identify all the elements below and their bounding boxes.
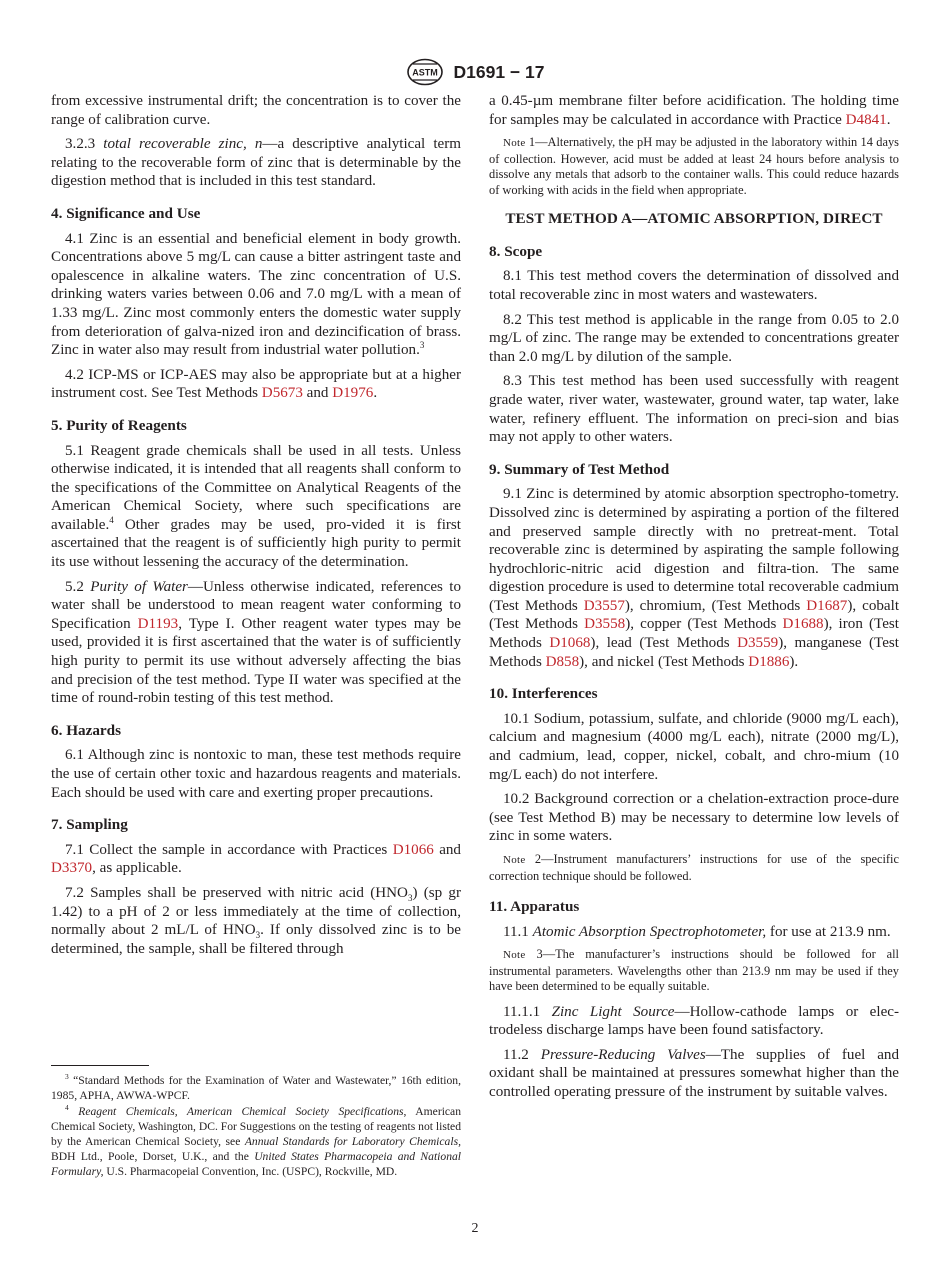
section-heading-8: 8. Scope bbox=[489, 242, 543, 260]
reference-link[interactable]: D1886 bbox=[748, 653, 790, 670]
reference-link[interactable]: D1066 bbox=[392, 841, 434, 858]
note-2: Note 2—Instrument manufacturers’ instructions for use of the specific correction technique should be followed. bbox=[489, 852, 899, 883]
svg-text:ASTM: ASTM bbox=[411, 67, 438, 78]
reference-link[interactable]: D5673 bbox=[261, 385, 303, 402]
footnote-4: $^4$ Reagent Chemicals, American Chemical Society Specifications, American Chemical Society, Washington, DC. For Suggestions on the testing of reagents not listed by the American Chemical Society, see Annual Standards for Laboratory Chemicals, BDH Ltd., Poole, Dorset, U.K., and the United States Pharmacopeia and National Formulary, U.S. Pharmacopeial Convention, Inc. (USPC), Rockville, MD. bbox=[51, 1103, 462, 1178]
footnote-divider bbox=[51, 1065, 149, 1066]
reference-link[interactable]: D3558 bbox=[584, 616, 626, 633]
paragraph-8-3: 8.3 This test method has been used successfully with reagent grade water, river water, wastewater, ground water, tap water, lake water, refinery effluent. The information on preci-sion and bias may not apply to other waters. bbox=[489, 373, 899, 446]
paragraph-10-1: 10.1 Sodium, potassium, sulfate, and chloride (9000 mg/L each), calcium and magnesium (4000 mg/L each), nitrate (2000 mg/L), and cadmium, lead, copper, nickel, cobalt, and chro-mium (10 mg/L each) do not interfere. bbox=[489, 710, 899, 783]
note-1: Note 1—Alternatively, the pH may be adjusted in the laboratory within 14 days of collection. However, acid must be added at least 24 hours before analysis to dissolve any metals that adsorb to the container walls. This could reduce hazards of working with acids in the field when appropriate. bbox=[489, 135, 899, 197]
paragraph-6-1: 6.1 Although zinc is nontoxic to man, these test methods require the use of certain other toxic and hazardous reagents and materials. Each should be used with care and exerting proper precautions. bbox=[51, 747, 461, 801]
paragraph-11-2: 11.2 Pressure-Reducing Valves—The supplies of fuel and oxidant shall be maintained at pressures somewhat higher than the controlled operating pressure of the instrument by suitable valves. bbox=[489, 1046, 899, 1101]
paragraph-8-1: 8.1 This test method covers the determination of dissolved and total recoverable zinc in most waters and wastewaters. bbox=[489, 268, 899, 303]
paragraph-11-1-1: 11.1.1 Zinc Light Source—Hollow-cathode lamps or elec-trodeless discharge lamps have been found satisfactory. bbox=[489, 1003, 899, 1039]
reference-link[interactable]: D1688 bbox=[782, 616, 824, 633]
reference-link[interactable]: D3559 bbox=[737, 635, 779, 652]
reference-link[interactable]: D3557 bbox=[583, 597, 625, 614]
astm-logo-icon bbox=[406, 58, 444, 86]
reference-link[interactable]: D1687 bbox=[806, 597, 848, 614]
section-heading-9: 9. Summary of Test Method bbox=[489, 460, 670, 478]
paragraph-11-1: 11.1 Atomic Absorption Spectrophotometer, for use at 213.9 nm. bbox=[503, 923, 891, 940]
paragraph-4-2: 4.2 ICP-MS or ICP-AES may also be appropriate but at a higher instrument cost. See Test Methods D5673 and D1976. bbox=[51, 366, 461, 402]
paragraph-continued: from excessive instrumental drift; the concentration is to cover the range of calibration curve. bbox=[51, 93, 461, 128]
paragraph-5-2: 5.2 Purity of Water—Unless otherwise indicated, references to water shall be understood to mean reagent water conforming to Specification D1193, Type I. Other reagent water types may be used, provided it is first ascertained that the water is of sufficiently high purity to permit its use without adversely affecting the bias and precision of the test method. Type II water was specified at the time of round-robin testing of this test method. bbox=[51, 578, 461, 707]
paragraph-4-1: 4.1 Zinc is an essential and beneficial element in body growth. Concentrations above 5 mg/L can cause a bitter astringent taste and opalescence in alkaline waters. The zinc concentration of U.S. drinking waters varies between 0.06 and 7.0 mg/L with a mean of 1.33 mg/L. Zinc most commonly enters the domestic water supply from deterioration of galva-nized iron and dezincification of brass. Zinc in water also may result from industrial water pollution.$^3$ bbox=[51, 230, 461, 359]
footnotes bbox=[51, 1065, 461, 1180]
test-method-a-heading: TEST METHOD A—ATOMIC ABSORPTION, DIRECT bbox=[505, 210, 883, 228]
reference-link[interactable]: D1193 bbox=[137, 615, 179, 632]
page-number: 2 bbox=[471, 1221, 479, 1236]
reference-link[interactable]: D1976 bbox=[332, 385, 374, 402]
paragraph-5-1: 5.1 Reagent grade chemicals shall be used in all tests. Unless otherwise indicated, it is intended that all reagents shall conform to the specifications of the Committee on Analytical Reagents of the American Chemical Society, where such specifications are available.$^4$ Other grades may be used, pro-vided it is first ascertained that the reagent is of sufficiently high purity to permit its use without lessening the accuracy of the determination. bbox=[51, 442, 461, 571]
paragraph-3-2-3: 3.2.3 total recoverable zinc, n—a descriptive analytical term relating to the recoverable form of zinc that is determinable by the digestion method that is included in this test standard. bbox=[51, 136, 461, 190]
reference-link[interactable]: D1068 bbox=[549, 635, 591, 652]
document-id: D1691 − 17 bbox=[453, 61, 545, 82]
section-heading-6: 6. Hazards bbox=[51, 721, 122, 739]
reference-link[interactable]: D858 bbox=[545, 653, 580, 670]
paragraph-8-2: 8.2 This test method is applicable in the range from 0.05 to 2.0 mg/L of zinc. The range may be extended to concentrations greater than 2.0 mg/L by dilution of the sample. bbox=[489, 311, 899, 365]
paragraph-9-1: 9.1 Zinc is determined by atomic absorption spectropho-tometry. Dissolved zinc is determined by aspirating a portion of the filtered and preserved sample directly with no pretreat-ment. Total recoverable zinc is determined by aspirating the sample following hydrochloric-nitric acid digestion and filtra-tion. The same digestion procedure is used to determine total recoverable cadmium (Test Methods D3557), chromium, (Test Methods D1687), cobalt (Test Methods D3558), copper (Test Methods D1688), iron (Test Methods D1068), lead (Test Methods D3559), manganese (Test Methods D858), and nickel (Test Methods D1886). bbox=[489, 486, 900, 670]
page-header bbox=[0, 58, 950, 86]
right-column bbox=[489, 92, 899, 1108]
section-heading-7: 7. Sampling bbox=[51, 816, 128, 834]
left-column bbox=[51, 92, 461, 964]
reference-link[interactable]: D4841 bbox=[845, 111, 887, 128]
note-3: Note 3—The manufacturer’s instructions should be followed for all instrumental parameters. Wavelengths other than 213.9 nm may be used if they have been determined to be equally suitable. bbox=[489, 947, 899, 994]
paragraph-7-2-continued: a 0.45-µm membrane filter before acidification. The holding time for samples may be calculated in accordance with Practice D4841. bbox=[489, 93, 899, 128]
section-heading-11: 11. Apparatus bbox=[489, 898, 580, 915]
section-heading-5: 5. Purity of Reagents bbox=[51, 416, 187, 434]
paragraph-7-1: 7.1 Collect the sample in accordance with Practices D1066 and D3370, as applicable. bbox=[51, 841, 461, 877]
section-heading-10: 10. Interferences bbox=[489, 685, 598, 703]
paragraph-7-2: 7.2 Samples shall be preserved with nitric acid $(HNO_3)$ (sp gr 1.42) to a pH of 2 or less immediately at the time of collection, normally about 2 mL/L of $HNO_3$. If only dissolved zinc is to be determined, the sample, shall be filtered through bbox=[51, 884, 462, 957]
footnote-3: $^3$ “Standard Methods for the Examination of Water and Wastewater,” 16th edition, 1985, APHA, AWWA-WPCF. bbox=[51, 1072, 461, 1102]
section-heading-4: 4. Significance and Use bbox=[51, 204, 201, 222]
reference-link[interactable]: D3370 bbox=[51, 860, 93, 877]
paragraph-10-2: 10.2 Background correction or a chelation-extraction proce-dure (see Test Method B) may be necessary to determine low levels of zinc in some waters. bbox=[489, 791, 899, 845]
